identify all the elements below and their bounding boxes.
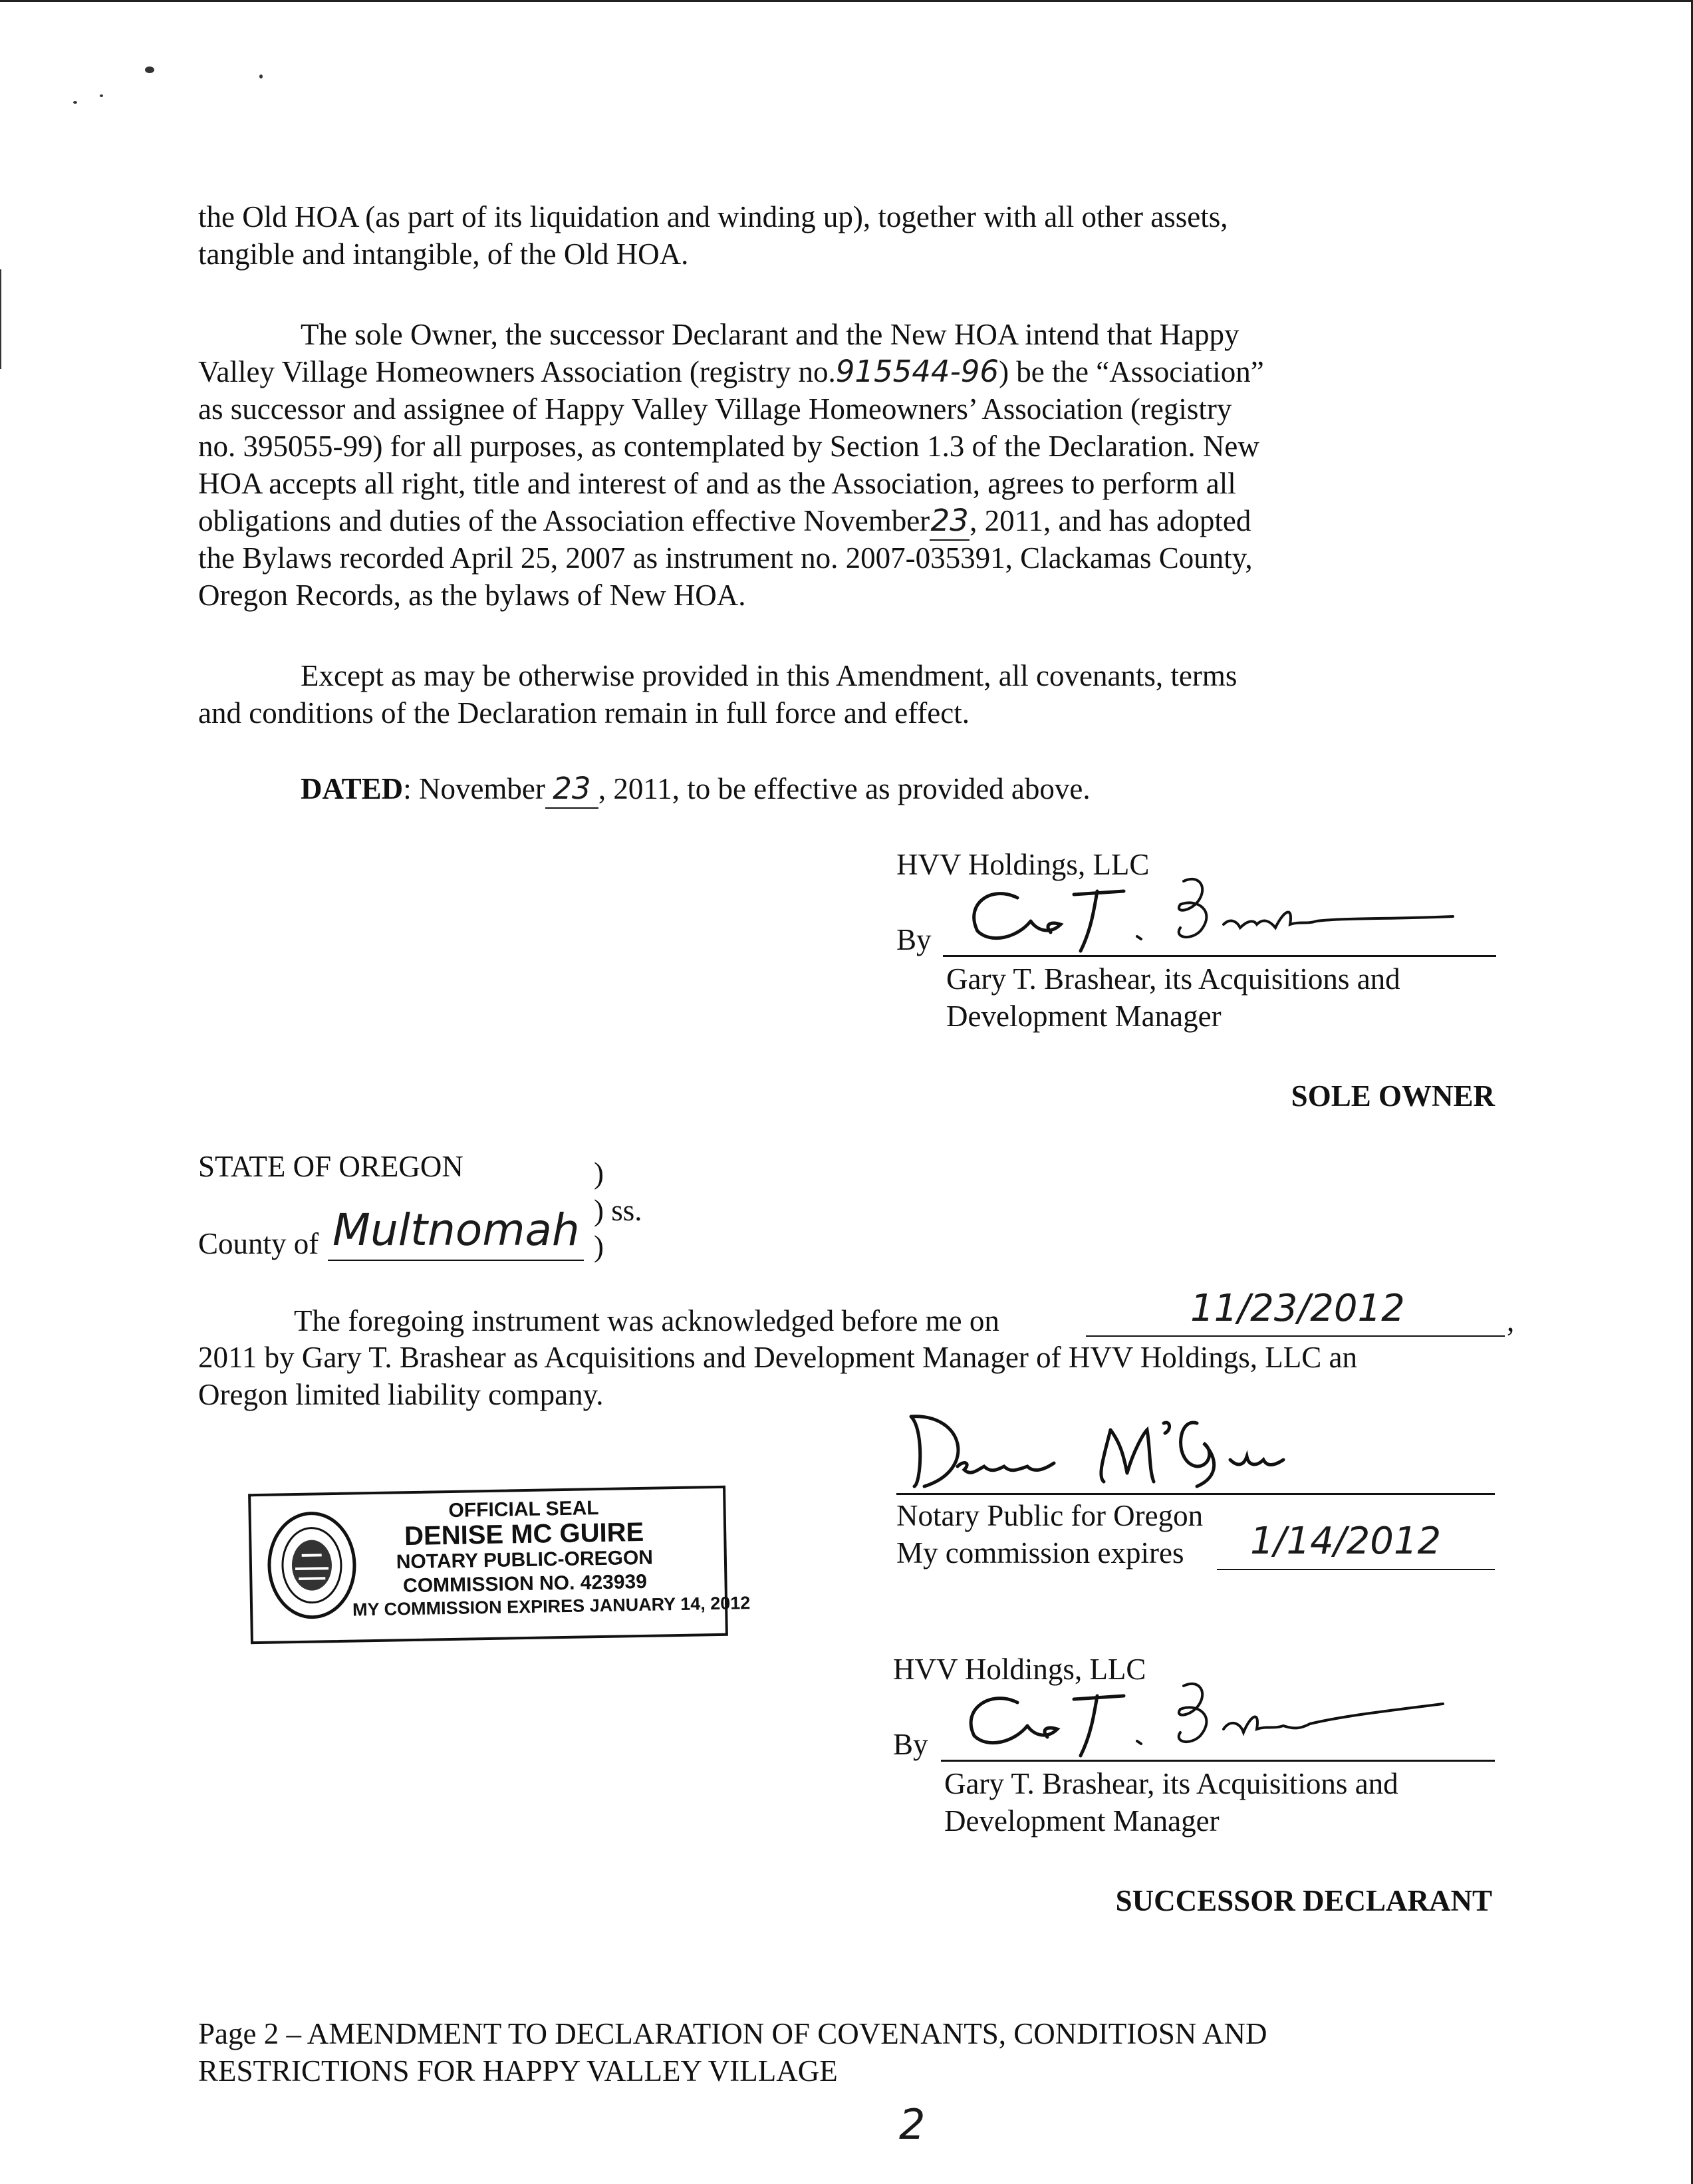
dated-day-handwritten: 23 (545, 770, 598, 809)
notary-title: Notary Public for Oregon (896, 1499, 1204, 1532)
margin-mark (0, 269, 1, 369)
dated-text-a: : November (403, 772, 545, 805)
acknowledgment-line: The foregoing instrument was acknowledged before me on (294, 1304, 999, 1337)
dated-text-b: , 2011, to be effective as provided above. (598, 772, 1091, 805)
effective-day-handwritten: 23 (930, 502, 970, 541)
signature-notary (884, 1403, 1350, 1496)
by-label: By (893, 1728, 928, 1761)
venue-state: STATE OF OREGON (198, 1150, 463, 1183)
venue-paren: ) (594, 1230, 604, 1263)
signer-title-line: Gary T. Brashear, its Acquisitions and (944, 1767, 1398, 1800)
paragraph-line: no. 395055-99) for all purposes, as contemplated by Section 1.3 of the Declaration. New (198, 430, 1259, 463)
venue-county-handwritten: Multnomah (332, 1204, 580, 1256)
signer-title-line: Gary T. Brashear, its Acquisitions and (946, 962, 1400, 996)
acknowledgment-date-handwritten: 11/23/2012 (1190, 1287, 1405, 1330)
page-number-handwritten: 2 (899, 2100, 926, 2149)
paragraph-line: Oregon Records, as the bylaws of New HOA. (198, 579, 746, 612)
stamp-line: OFFICIAL SEAL (448, 1497, 599, 1522)
paragraph-line: The sole Owner, the successor Declarant and the New HOA intend that Happy (301, 318, 1239, 351)
signature-brashear (944, 858, 1456, 958)
dated-line (301, 770, 1091, 809)
registry-line (198, 353, 1264, 390)
role-label: SOLE OWNER (1291, 1079, 1495, 1113)
signature-brashear (938, 1663, 1450, 1762)
effective-date-line (198, 502, 1251, 541)
footer-line: Page 2 – AMENDMENT TO DECLARATION OF COVENANTS, CONDITIOSN AND (198, 2017, 1267, 2050)
paragraph-line: tangible and intangible, of the Old HOA. (198, 237, 689, 271)
company-name: HVV Holdings, LLC (896, 848, 1150, 881)
stamp-line: DENISE MC GUIRE (404, 1517, 644, 1552)
acknowledgment-date-line (1086, 1335, 1505, 1337)
paragraph-line: the Old HOA (as part of its liquidation and winding up), together with all other assets, (198, 200, 1228, 233)
venue-county-label: County of (198, 1227, 319, 1260)
paragraph-line: as successor and assignee of Happy Valley Village Homeowners’ Association (registry (198, 392, 1232, 426)
registry-handwritten: 915544-96 (835, 354, 999, 389)
state-seal-icon (264, 1508, 359, 1622)
effective-text-a: obligations and duties of the Association effective November (198, 504, 930, 537)
acknowledgment-line: 2011 by Gary T. Brashear as Acquisitions and Development Manager of HVV Holdings, LLC an (198, 1341, 1358, 1374)
signer-title-line: Development Manager (946, 1000, 1222, 1033)
stamp-line: COMMISSION NO. 423939 (402, 1570, 648, 1597)
stamp-line: NOTARY PUBLIC-OREGON (396, 1546, 654, 1573)
scan-speck (73, 101, 77, 104)
signer-title-line: Development Manager (944, 1804, 1220, 1838)
company-name: HVV Holdings, LLC (893, 1653, 1146, 1686)
paragraph-line: the Bylaws recorded April 25, 2007 as instrument no. 2007-035391, Clackamas County, (198, 541, 1253, 575)
registry-text-a: Valley Village Homeowners Association (registry no. (198, 355, 836, 388)
notary-signature-line (896, 1493, 1495, 1495)
scan-speck (145, 67, 154, 73)
dated-label: DATED (301, 772, 404, 805)
registry-text-b: ) be the “Association” (999, 355, 1264, 388)
venue-ss: ) ss. (594, 1194, 642, 1227)
role-label: SUCCESSOR DECLARANT (1115, 1884, 1492, 1917)
county-blank-line (328, 1260, 584, 1261)
notary-expires-line (1217, 1569, 1495, 1570)
effective-text-b: , 2011, and has adopted (970, 504, 1251, 537)
notary-expires-handwritten: 1/14/2012 (1250, 1520, 1442, 1563)
signature-line (943, 955, 1496, 957)
paragraph-line: and conditions of the Declaration remain in full force and effect. (198, 696, 970, 730)
by-label: By (896, 923, 932, 956)
paragraph-line: Except as may be otherwise provided in this Amendment, all covenants, terms (301, 659, 1237, 692)
footer-line: RESTRICTIONS FOR HAPPY VALLEY VILLAGE (198, 2054, 838, 2088)
official-seal-stamp (248, 1486, 751, 1644)
notary-expires-label: My commission expires (896, 1536, 1184, 1570)
stamp-line: MY COMMISSION EXPIRES JANUARY 14, 2012 (352, 1593, 751, 1620)
acknowledgment-line: Oregon limited liability company. (198, 1378, 604, 1411)
acknowledgment-comma: , (1507, 1304, 1515, 1337)
page-edge-top (0, 0, 1693, 2)
venue-paren: ) (594, 1157, 604, 1190)
scan-speck (100, 94, 103, 97)
paragraph-line: HOA accepts all right, title and interest of and as the Association, agrees to perform all (198, 467, 1236, 500)
scan-speck (259, 74, 263, 78)
signature-line (941, 1760, 1495, 1762)
